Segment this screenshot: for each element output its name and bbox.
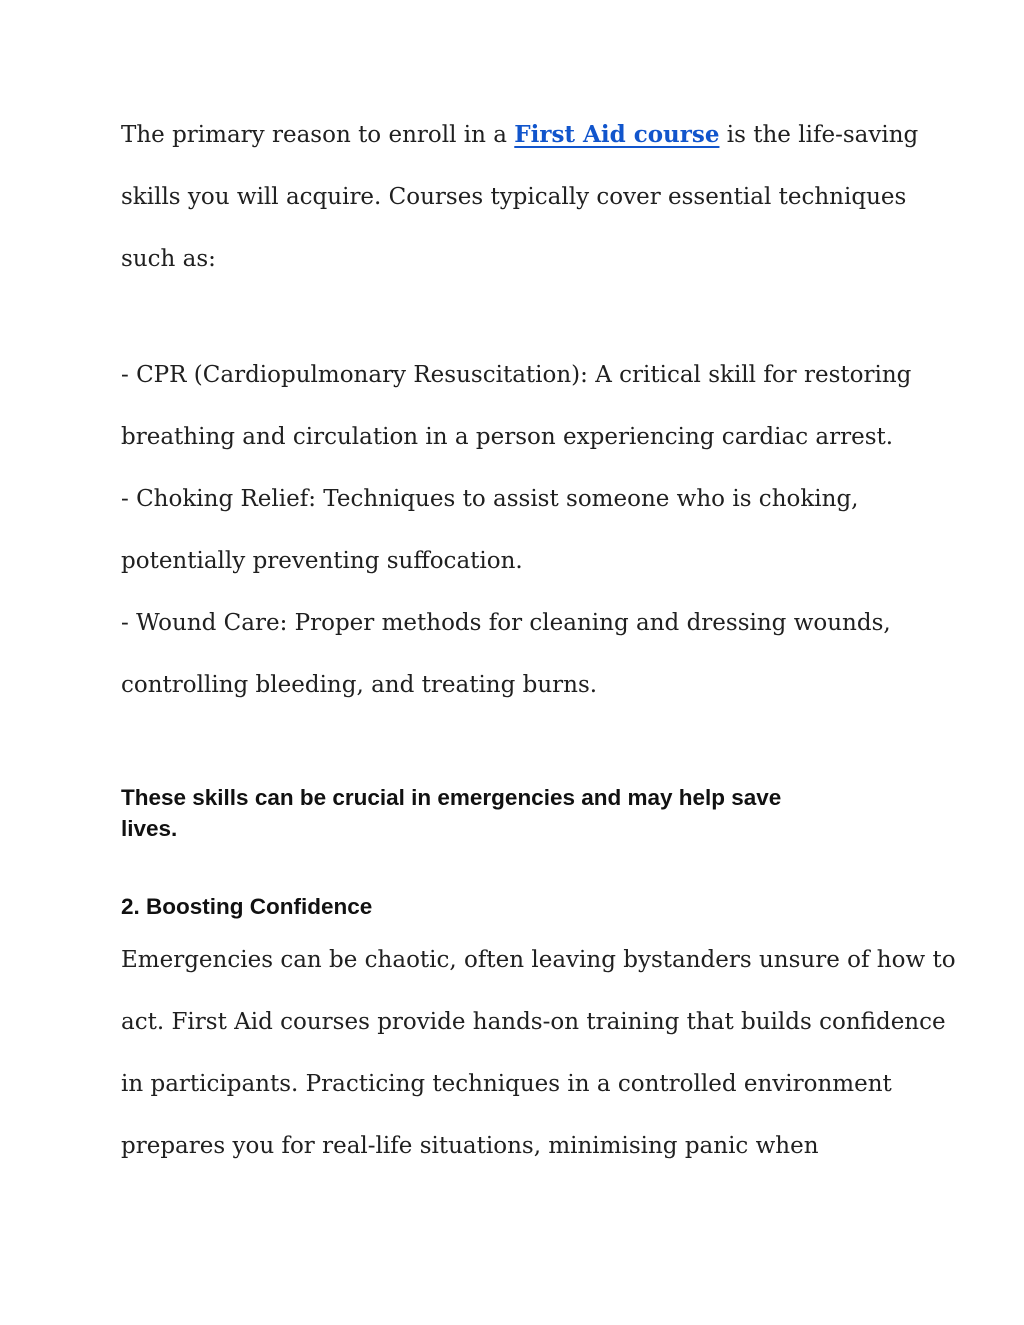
list-item-wound-line-2: controlling bleeding, and treating burns.: [121, 672, 598, 698]
section2-line-4: prepares you for real-life situations, minimising panic when: [121, 1133, 819, 1159]
section2-line-3: in participants. Practicing techniques in a controlled environment: [121, 1071, 892, 1097]
list-item-cpr-line-2: breathing and circulation in a person experiencing cardiac arrest.: [121, 424, 894, 450]
section-heading-boosting-confidence: 2. Boosting Confidence: [121, 894, 373, 919]
list-item-wound-line-1: - Wound Care: Proper methods for cleaning and dressing wounds,: [121, 610, 891, 636]
list-item-cpr-line-1: - CPR (Cardiopulmonary Resuscitation): A critical skill for restoring: [121, 362, 912, 388]
intro-line-2: skills you will acquire. Courses typically cover essential techniques: [121, 184, 907, 210]
section2-line-2: act. First Aid courses provide hands-on training that builds confidence: [121, 1009, 946, 1035]
intro-line-3: such as:: [121, 246, 216, 272]
callout-line-1: These skills can be crucial in emergencies and may help save: [121, 785, 782, 810]
list-item-choking-line-1: - Choking Relief: Techniques to assist someone who is choking,: [121, 486, 859, 512]
list-item-choking-line-2: potentially preventing suffocation.: [121, 548, 523, 574]
first-aid-course-link[interactable]: First Aid course: [514, 121, 720, 148]
section2-line-1: Emergencies can be chaotic, often leaving bystanders unsure of how to: [121, 947, 956, 973]
intro-text-after-link: is the life-saving: [719, 122, 919, 148]
callout-line-2: lives.: [121, 816, 178, 841]
intro-text-before-link: The primary reason to enroll in a: [121, 122, 515, 148]
intro-line-1: [121, 120, 918, 150]
